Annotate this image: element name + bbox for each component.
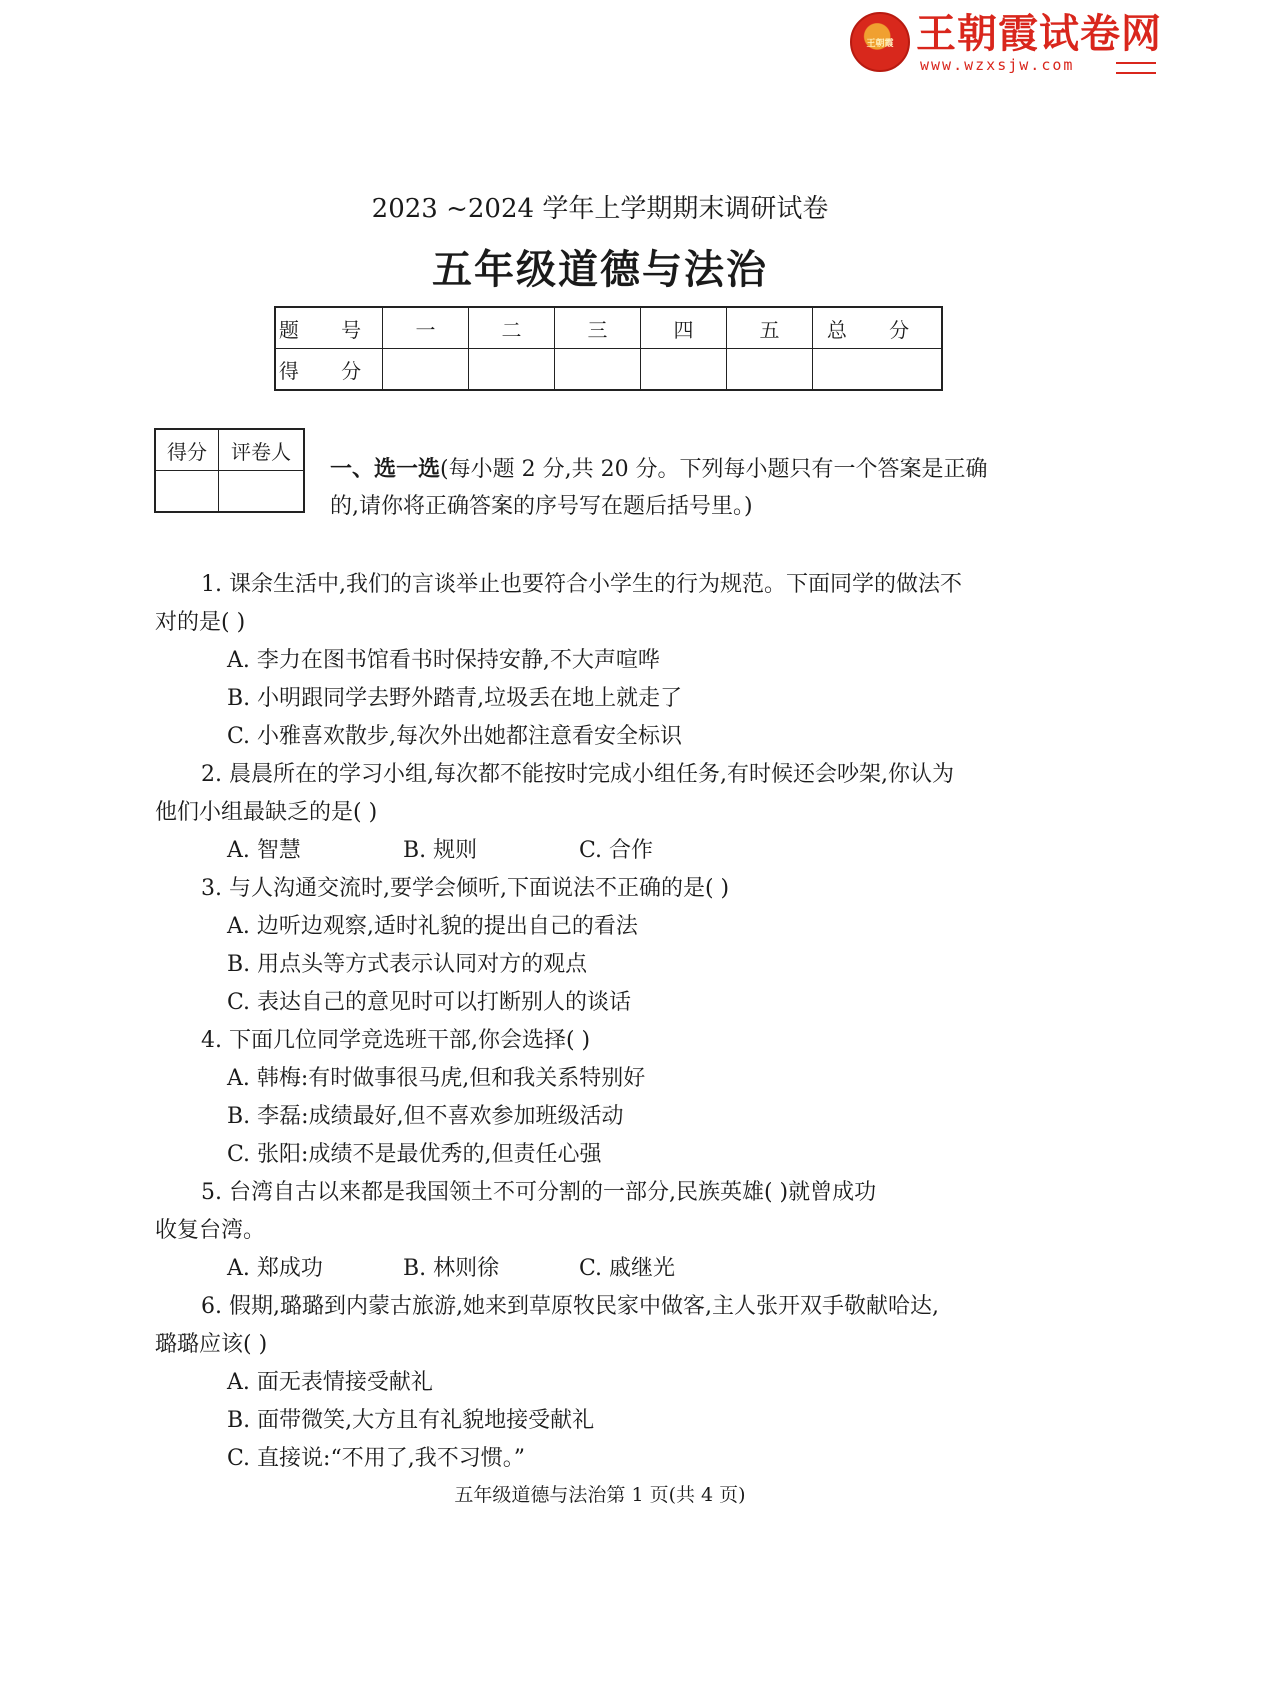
score-table-score-row [275, 349, 942, 391]
section-title: 一、选一选 [330, 456, 441, 482]
option-a: A. 面无表情接受献礼 [227, 1370, 433, 1395]
total-score-cell [813, 349, 943, 391]
option-b: B. 李磊:成绩最好,但不喜欢参加班级活动 [227, 1104, 624, 1129]
option-c: C. 直接说:“不用了,我不习惯。” [227, 1446, 525, 1471]
option-a: A. 智慧 [227, 838, 301, 863]
question-text: 璐璐应该( ) [155, 1332, 268, 1357]
subject-title: 五年级道德与法治 [432, 246, 768, 293]
seal-icon: 王朝霞 [850, 12, 910, 72]
total-label: 总 分 [813, 307, 943, 349]
question-list [155, 566, 1060, 1478]
question-text: 2. 晨晨所在的学习小组,每次都不能按时完成小组任务,有时候还会吵架,你认为 [201, 762, 954, 787]
option-row [155, 1250, 1060, 1288]
section-instruction-1: (每小题 2 分,共 20 分。下列每小题只有一个答案是正确 [440, 457, 988, 482]
question-number-label: 题 号 [275, 307, 383, 349]
option-c: C. 表达自己的意见时可以打断别人的谈话 [227, 990, 632, 1015]
score-col-4: 四 [641, 307, 727, 349]
score-col-3: 三 [555, 307, 641, 349]
exam-term-title: 2023 ~2024 学年上学期期末调研试卷 [371, 194, 829, 224]
section-instruction-2: 的,请你将正确答案的序号写在题后括号里。) [330, 494, 753, 519]
brand-url: www.wzxsjw.com [920, 56, 1075, 74]
score-cell [727, 349, 813, 391]
question-6 [155, 1288, 1060, 1478]
option-b: B. 小明跟同学去野外踏青,垃圾丢在地上就走了 [227, 686, 683, 711]
question-1 [155, 566, 1060, 756]
option-a: A. 李力在图书馆看书时保持安静,不大声喧哗 [227, 648, 660, 673]
section-heading [330, 450, 1060, 526]
grader-box [154, 428, 305, 513]
score-label: 得 分 [275, 349, 383, 391]
option-a: A. 边听边观察,适时礼貌的提出自己的看法 [227, 914, 638, 939]
option-c: C. 张阳:成绩不是最优秀的,但责任心强 [227, 1142, 602, 1167]
score-col-1: 一 [383, 307, 469, 349]
option-row [155, 832, 1060, 870]
option-b: B. 林则徐 [403, 1256, 500, 1281]
question-text: 他们小组最缺乏的是( ) [155, 800, 378, 825]
question-text: 收复台湾。 [155, 1218, 266, 1243]
grader-score-label: 得分 [155, 429, 219, 471]
question-text: 5. 台湾自古以来都是我国领土不可分割的一部分,民族英雄( )就曾成功 [201, 1180, 877, 1205]
question-2 [155, 756, 1060, 870]
question-5 [155, 1174, 1060, 1288]
question-text: 对的是( ) [155, 610, 246, 635]
grader-name-label: 评卷人 [219, 429, 305, 471]
brand-name: 王朝霞试卷网 [916, 11, 1162, 57]
score-cell [469, 349, 555, 391]
option-a: A. 韩梅:有时做事很马虎,但和我关系特别好 [227, 1066, 646, 1091]
score-table [274, 306, 943, 391]
option-b: B. 用点头等方式表示认同对方的观点 [227, 952, 588, 977]
score-cell [383, 349, 469, 391]
brand-logo [850, 11, 1162, 74]
question-text: 1. 课余生活中,我们的言谈举止也要符合小学生的行为规范。下面同学的做法不 [201, 572, 962, 597]
score-cell [641, 349, 727, 391]
page-footer: 五年级道德与法治第 1 页(共 4 页) [454, 1484, 746, 1506]
score-cell [555, 349, 641, 391]
option-b: B. 规则 [403, 838, 478, 863]
question-text: 3. 与人沟通交流时,要学会倾听,下面说法不正确的是( ) [201, 876, 730, 901]
score-col-5: 五 [727, 307, 813, 349]
option-c: C. 小雅喜欢散步,每次外出她都注意看安全标识 [227, 724, 683, 749]
decorative-lines-icon [1116, 62, 1156, 74]
score-table-header-row [275, 307, 942, 349]
option-c: C. 合作 [579, 838, 654, 863]
grader-name-cell [219, 471, 305, 513]
option-b: B. 面带微笑,大方且有礼貌地接受献礼 [227, 1408, 595, 1433]
option-c: C. 戚继光 [579, 1256, 676, 1281]
option-a: A. 郑成功 [227, 1256, 323, 1281]
grader-score-cell [155, 471, 219, 513]
score-col-2: 二 [469, 307, 555, 349]
question-4 [155, 1022, 1060, 1174]
question-3 [155, 870, 1060, 1022]
question-text: 6. 假期,璐璐到内蒙古旅游,她来到草原牧民家中做客,主人张开双手敬献哈达, [201, 1294, 939, 1319]
question-text: 4. 下面几位同学竞选班干部,你会选择( ) [201, 1028, 591, 1053]
